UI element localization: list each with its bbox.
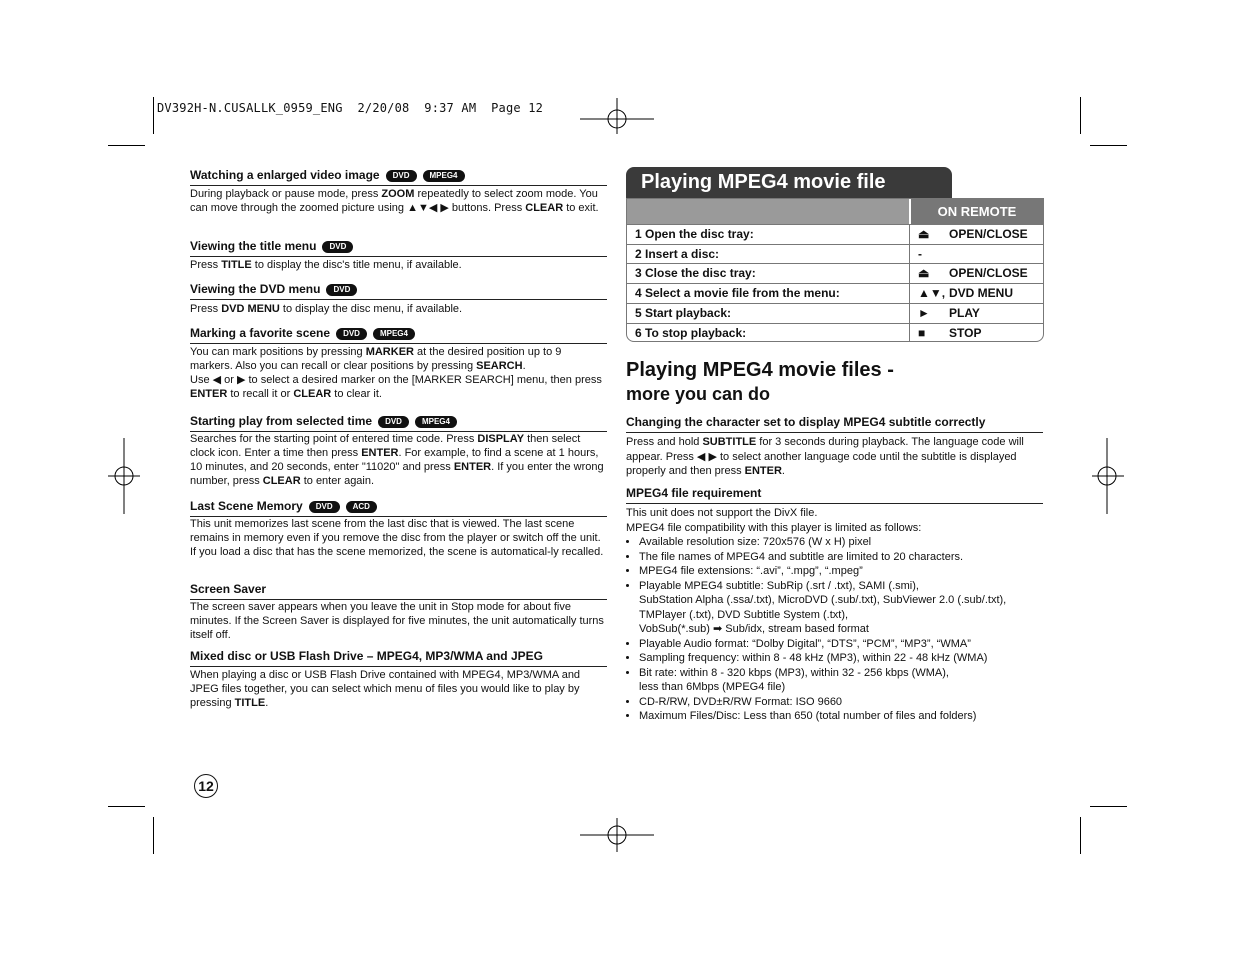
requirement-body — [626, 506, 1043, 724]
section-title — [190, 239, 607, 257]
section-body: This unit memorizes last scene from the last disc that is viewed. The last scene remains in memory even if you remove the disc from the player or switch off the unit. If you load a disc that has the scene memorized, the scene is automatical-ly recalled. — [190, 518, 604, 558]
disc-type-badge: DVD — [336, 328, 367, 340]
disc-type-badge: DVD — [386, 170, 417, 182]
list-item: • MPEG4 file extensions: “.avi”, “.mpg”, “.mpeg” — [639, 564, 1043, 579]
remote-button-label: STOP — [949, 325, 982, 340]
step-label: 2 Insert a disc: — [635, 246, 720, 261]
section-body: The screen saver appears when you leave the unit in Stop mode for about five minutes. If the Screen Saver is displayed for five minutes, the unit automatically turns itself off. — [190, 601, 604, 641]
requirement-intro: MPEG4 file compatibility with this player is limited as follows: — [626, 521, 922, 534]
section-title — [190, 582, 607, 600]
disc-type-badge: DVD — [309, 501, 340, 513]
section-title — [190, 414, 607, 432]
table-row — [627, 323, 1043, 343]
section-body: Press DVD MENU to display the disc menu, if available. — [190, 303, 463, 315]
section-title-text: Marking a favorite scene — [190, 326, 331, 340]
section-title — [190, 168, 607, 186]
section-title-text: Last Scene Memory — [190, 499, 303, 513]
list-item: • CD-R/RW, DVD±R/RW Format: ISO 9660 — [639, 695, 1043, 710]
dash-icon: - — [918, 246, 922, 261]
step-label: 4 Select a movie file from the menu: — [635, 286, 840, 301]
section-title — [190, 326, 607, 344]
section-title-text: Viewing the DVD menu — [190, 282, 321, 296]
disc-type-badge: MPEG4 — [423, 170, 465, 182]
list-item: • Bit rate: within 8 - 320 kbps (MP3), within 32 - 256 kbps (WMA), less than 6Mbps (MPEG4 file) — [639, 666, 1043, 695]
section-body: Searches for the starting point of entered time code. Press DISPLAY then select clock icon. Enter a time then press ENTER. For example, to find a scene at 1 hours, 10 minutes, and 20 seconds, enter "11020" and press ENTER. If you enter the wrong number, press CLEAR to enter again. — [190, 433, 604, 487]
remote-button-label: PLAY — [949, 305, 980, 320]
section-title — [190, 649, 607, 667]
remote-button-label: OPEN/CLOSE — [949, 227, 1028, 241]
eject-icon: ⏏ — [918, 266, 930, 281]
section-title-text: Watching a enlarged video image — [190, 168, 380, 182]
section-title-text: Screen Saver — [190, 582, 267, 596]
table-header — [627, 199, 1043, 224]
section-title — [190, 282, 607, 300]
table-row — [627, 303, 1043, 323]
section-body: You can mark positions by pressing MARKER at the desired position up to 9 markers. Also you can recall or clear positions by pressing SEARCH. Use ◀ or ▶ to select a desired marker on the [MARKER SEARCH] menu, then press ENTER to recall it or CLEAR to clear it. — [190, 346, 602, 400]
table-row — [627, 224, 1043, 244]
section-body: When playing a disc or USB Flash Drive contained with MPEG4, MP3/WMA and JPEG files together, you can select which menu of files you would like to play by pressing TITLE. — [190, 669, 581, 709]
list-item: • Maximum Files/Disc: Less than 650 (total number of files and folders) — [639, 709, 1043, 724]
section-body: During playback or pause mode, press ZOOM repeatedly to select zoom mode. You can move through the zoomed picture using ▲▼◀ ▶ buttons. Press CLEAR to exit. — [190, 188, 599, 214]
disc-type-badge: DVD — [378, 416, 409, 428]
page-number: 12 — [194, 774, 218, 798]
disc-type-badge: MPEG4 — [373, 328, 415, 340]
up-down-arrows-icon: ▲▼, — [918, 286, 946, 301]
list-item: • Playable Audio format: “Dolby Digital”, “DTS”, “PCM”, “MP3”, “WMA” — [639, 637, 1043, 652]
disc-type-badge: MPEG4 — [415, 416, 457, 428]
play-icon: ► — [918, 305, 930, 320]
list-item: • Sampling frequency: within 8 - 48 kHz (MP3), within 22 - 48 kHz (WMA) — [639, 651, 1043, 666]
section-title-tab: Playing MPEG4 movie file — [626, 167, 952, 198]
requirement-list — [626, 535, 1043, 724]
on-remote-label: ON REMOTE — [911, 199, 1043, 224]
step-label: 6 To stop playback: — [635, 325, 747, 340]
section-title-text: Starting play from selected time — [190, 414, 373, 428]
section-title-text: Viewing the title menu — [190, 239, 317, 253]
disc-type-badge: DVD — [322, 241, 353, 253]
list-item: • The file names of MPEG4 and subtitle are limited to 20 characters. — [639, 550, 1043, 565]
step-label: 1 Open the disc tray: — [635, 227, 754, 241]
list-item: • Playable MPEG4 subtitle: SubRip (.srt / .txt), SAMI (.smi), SubStation Alpha (.ssa/.txt), MicroDVD (.sub/.txt), SubViewer 2.0 (.sub/.txt), TMPlayer (.txt), DVD Subtitle System (.txt), VobSub(*.sub) ➡ Sub/idx, stream based format — [639, 579, 1043, 637]
subtitle-charset-title: Changing the character set to display MPEG4 subtitle correctly — [626, 415, 1043, 433]
stop-icon: ■ — [918, 325, 926, 340]
remote-button-label: DVD MENU — [949, 286, 1014, 301]
table-row — [627, 283, 1043, 303]
eject-icon: ⏏ — [918, 227, 930, 241]
print-slug: DV392H-N.CUSALLK_0959_ENG 2/20/08 9:37 AM Page 12 — [157, 101, 544, 115]
step-label: 3 Close the disc tray: — [635, 266, 756, 281]
section-body: Press TITLE to display the disc's title menu, if available. — [190, 259, 462, 271]
table-row — [627, 263, 1043, 283]
disc-type-badge: DVD — [326, 284, 357, 296]
more-subtitle: more you can do — [626, 384, 771, 404]
requirement-title: MPEG4 file requirement — [626, 486, 1043, 504]
requirement-intro: This unit does not support the DivX file. — [626, 507, 818, 519]
table-row — [627, 244, 1043, 264]
disc-type-badge: ACD — [346, 501, 377, 513]
list-item: • Available resolution size: 720x576 (W x H) pixel — [639, 535, 1043, 550]
more-title: Playing MPEG4 movie files - — [626, 359, 894, 381]
remote-steps-table — [626, 198, 1044, 342]
subtitle-charset-body: Press and hold SUBTITLE for 3 seconds during playback. The language code will appear. Press ◀ ▶ to select another language code until the subtitle is displayed properly and then press ENTER. — [626, 436, 1024, 477]
section-title — [190, 499, 607, 517]
step-label: 5 Start playback: — [635, 305, 732, 320]
section-title-text: Mixed disc or USB Flash Drive – MPEG4, MP3/WMA and JPEG — [190, 649, 543, 663]
remote-button-label: OPEN/CLOSE — [949, 266, 1028, 281]
